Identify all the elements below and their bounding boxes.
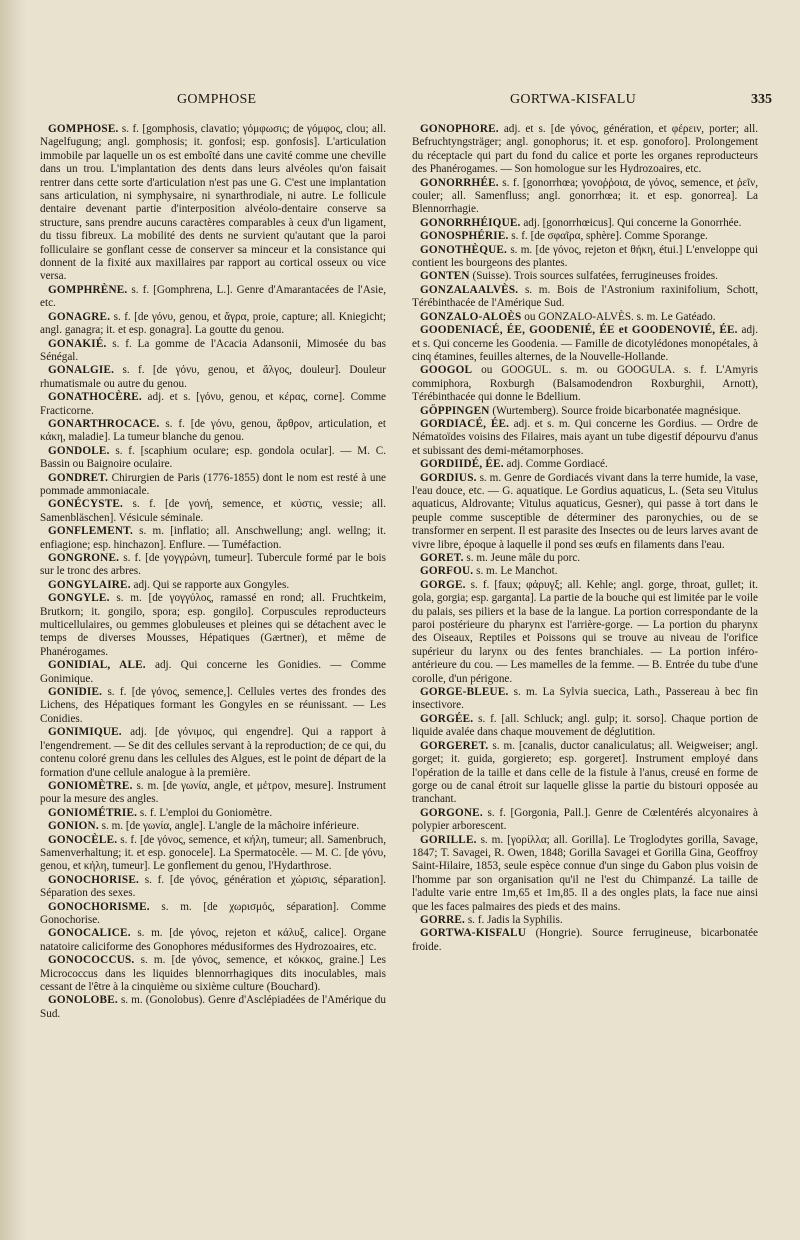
entry-definition: s. f. [de γόνυ, genou, ἄρθρον, articulation, et κάκη, maladie]. La tumeur blanche du genou.: [40, 417, 386, 444]
dictionary-entry: [412, 177, 758, 217]
entry-definition: s. f. [de γόνος, semence,]. Cellules vertes des frondes des Lichens, des Hépatiques formant les Gongyles en se réunissant. — Les Conidies.: [40, 686, 386, 725]
dictionary-entry: [412, 565, 758, 578]
entry-definition: s. f. [de γόνος, semence, et κήλη, tumeur; all. Samenbruch, Samenverhaltung; it. et esp. gonocele]. La Spermatocèle. — M. C. [de γόνυ, genou, et κήλη, tumeur]. Le gonflement du genou, l'Hydarthrose.: [40, 833, 386, 873]
entry-headword: GONARTHROCACE.: [48, 417, 160, 430]
entry-headword: GONGYLE.: [48, 592, 110, 605]
entry-definition: s. f. L'emploi du Goniomètre.: [139, 806, 273, 819]
entry-headword: GORDIACÉ, ÉE.: [420, 417, 510, 430]
entry-headword: GONOCÈLE.: [48, 833, 118, 846]
entry-headword: GORGERET.: [420, 739, 489, 752]
dictionary-entry: [40, 338, 386, 365]
entry-definition: s. f. [scaphium oculare; esp. gondola ocular]. — M. C. Bassin ou Baignoire oculaire.: [40, 444, 386, 471]
dictionary-entry: [412, 217, 758, 230]
entry-definition: s. m. (Gonolobus). Genre d'Asclépiadées de l'Amérique du Sud.: [40, 994, 386, 1020]
dictionary-entry: [40, 994, 386, 1021]
dictionary-entry: [40, 311, 386, 338]
dictionary-entry: [40, 498, 386, 525]
entry-definition: (Wurtemberg). Source froide bicarbonatée magnésique.: [492, 404, 741, 417]
entry-definition: s. m. Le Manchot.: [476, 565, 558, 578]
dictionary-entry: [40, 780, 386, 807]
entry-headword: GONÉCYSTE.: [48, 498, 124, 511]
dictionary-entry: [412, 311, 758, 324]
entry-headword: GONOCHORISE.: [48, 873, 139, 886]
dictionary-entry: [412, 270, 758, 283]
entry-headword: GONALGIE.: [48, 364, 115, 377]
dictionary-entry: [40, 364, 386, 391]
entry-definition: s. m. [de γωνία, angle]. L'angle de la mâchoire inférieure.: [101, 820, 360, 833]
dictionary-entry: [412, 740, 758, 807]
entry-headword: GONOCHORISME.: [48, 900, 150, 913]
dictionary-entry: [412, 713, 758, 740]
entry-headword: GORTWA-KISFALU: [420, 927, 527, 940]
entry-definition: s. m. [canalis, ductor canaliculatus; all. Weigweiser; angl. gorget; it. guida, gorgiereto; esp. gorgeret]. Instrument employé dans l'opération de la taille et dans celle de la fistule à l'anus, creusé en forme de gorge ou de canal étroit sur laquelle glisse la partie du bistouri opposée au tranchant.: [412, 739, 758, 806]
entry-definition: s. m. [γορίλλα; all. Gorilla]. Le Troglodytes gorilla, Savage, 1847; T. Savagei, R. Owen, 1848; Gorilla Savagei et Gorilla Gina, Geoffroy Saint-Hilaire, 1853, seule espèce connue d'un singe du Gabon plus voisin de l'homme par son organisation qu'il ne l'est du Chimpanzé. La taille de l'adulte varie entre 1m,65 et 1m,85. Il a des ongles plats, la face nue ainsi que les faces palmaires des pieds et des mains.: [412, 833, 758, 913]
dictionary-entry: [40, 820, 386, 833]
entry-definition: adj. et s. [γόνυ, genou, et κέρας, corne]. Comme Fracticorne.: [40, 391, 386, 417]
entry-definition: (Hongrie). Source ferrugineuse, bicarbonatée froide.: [412, 927, 758, 953]
dictionary-entry: [40, 123, 386, 284]
entry-definition: s. f. [faux; φάρυγξ; all. Kehle; angl. gorge, throat, gullet; it. gola, gorgia; esp. garganta]. La partie de la bouche qui est limitée par le voile du palais, ses piliers et la base de la langue. La portion correspondante de la paroi postérieure du pharynx est l'arrière-gorge. — La portion du pharynx des Oiseaux, Reptiles et Poissons qui se trouve au niveau de l'orifice supérieur du larynx ou des fentes branchiales. — La portion inféro-antérieure du cou. — Les mamelles de la femme. — B. Entrée du tube d'une corolle, d'un périgone.: [412, 578, 758, 685]
entry-headword: GORGE.: [420, 578, 466, 591]
entry-definition: adj. et s. Qui concerne les Goodenia. — Famille de dicotylédones monopétales, à cinq étamines, feuilles alternes, de la Nouvelle-Hollande.: [412, 324, 758, 363]
entry-headword: GONAGRE.: [48, 310, 111, 323]
dictionary-entry: [40, 418, 386, 445]
dictionary-entry: [40, 927, 386, 954]
entry-headword: GONGRONE.: [48, 552, 120, 564]
dictionary-entry: [412, 458, 758, 471]
dictionary-entry: [412, 364, 758, 404]
entry-definition: s. f. [Gomphrena, L.]. Genre d'Amarantacées de l'Asie, etc.: [40, 283, 386, 310]
entry-headword: GONION.: [48, 820, 99, 833]
dictionary-entry: [40, 807, 386, 820]
dictionary-entry: [40, 686, 386, 726]
entry-definition: adj. Qui se rapporte aux Gongyles.: [133, 578, 290, 591]
entry-definition: s. f. [de γόνος, génération et χώρισις, séparation]. Séparation des sexes.: [40, 873, 386, 900]
entry-headword: GONOLOBE.: [48, 994, 118, 1007]
entry-headword: GOODENIACÉ, ÉE, GOODENIÉ, ÉE et GOODENOVIÉ, ÉE.: [420, 324, 738, 337]
entry-definition: s. m. [de γογγύλος, ramassé en rond; all. Fruchtkeim, Brutkorn; it. gongilo, spora; esp. gongilo]. Corpuscules reproducteurs multicellulaires, ou gemmes globuleuses et pleines qui se détachent avec le temps de diverses Mousses, Hépatiques (Gærtner), et même de Phanérogames.: [40, 592, 386, 658]
entry-definition: adj. Comme Gordiacé.: [506, 458, 608, 471]
entry-headword: GONAKIÉ.: [48, 337, 107, 350]
entry-definition: s. f. [all. Schluck; angl. gulp; it. sorso]. Chaque portion de liquide avalée dans chaque mouvement de déglutition.: [412, 712, 758, 739]
entry-definition: s. f. [de γογγρώνη, tumeur]. Tubercule formé par le bois sur le tronc des arbres.: [40, 552, 386, 578]
dictionary-entry: [412, 914, 758, 927]
dictionary-entry: [412, 230, 758, 243]
entry-definition: s. f. [gonorrhœa; γονοῤῥοια, de γόνος, semence, et ῥεῖν, couler; all. Samenfluss; angl. gonorrhœa; it. et esp. gonorrea]. La Blennorrhagie.: [412, 176, 758, 216]
dictionary-entry: [40, 579, 386, 592]
dictionary-entry: [40, 592, 386, 659]
dictionary-entry: [412, 686, 758, 713]
dictionary-entry: [40, 901, 386, 928]
dictionary-entry: [40, 834, 386, 874]
entry-definition: s. f. [gomphosis, clavatio; γόμφωσις; de γόμφος, clou; all. Nagelfugung; angl. gomphosis; it. gonfosi; esp. gonfosis]. L'articulation immobile par laquelle un os est emboîté dans une cavité comme une cheville dans un trou. L'implantation des dents dans leurs alvéoles qu'on faisait rentrer dans cette sorte d'articulation n'est pas une G. C'est une implantation sans articulation, ni symphysaire, ni synarthrodiale, ni autre. Le follicule dentaire devenant partie d'interposition alvéolo-dentaire conserve sa structure, sans prendre aucuns caractères comparables à ceux d'un ligament, du tissu fibreux. La mobilité des dents ne survient qu'autant que la paroi folliculaire se gonflant cesse de conserver sa minceur et la consistance qui donnent de la fixité aux maxillaires par rapport au cortical osseux ou vice versa.: [40, 123, 386, 283]
entry-definition: s. m. [de γόνος, semence, et κόκκος, graine.] Les Micrococcus dans les liquides blennorrhagiques dits inoculables, mais cessant de l'être à la cinquième ou sixième culture (Bouchard).: [40, 954, 386, 993]
entry-definition: adj. et s. m. Qui concerne les Gordius. — Ordre de Nématoïdes voisins des Filaires, mais ayant un tube digestif dépourvu d'anus et subissant des demi-métamorphoses.: [412, 417, 758, 457]
dictionary-entry: [40, 954, 386, 994]
entry-headword: GONTEN: [420, 270, 470, 283]
entry-headword: GONDOLE.: [48, 444, 110, 457]
entry-definition: s. m. [de γωνία, angle, et μέτρον, mesure]. Instrument pour la mesure des angles.: [40, 779, 386, 806]
dictionary-entry: [40, 445, 386, 472]
dictionary-entry: [412, 552, 758, 565]
entry-headword: GORET.: [420, 552, 464, 564]
dictionary-entry: [40, 874, 386, 901]
entry-definition: adj. et s. [de γόνος, génération, et φέρειν, porter; all. Befruchtyngsträger; angl. gonophorus; it. et esp. gonoforo]. Prolongement du réceptacle qui part du fond du calice et porte les organes reproducteurs des Phanérogames. — Son homologue sur les Hydrozoaires, etc.: [412, 123, 758, 176]
entry-headword: GONIMIQUE.: [48, 726, 122, 739]
entry-headword: GONFLEMENT.: [48, 525, 133, 538]
entry-definition: s. f. [de γόνυ, genou, et ἄλγος, douleur]. Douleur rhumatismale ou autre du genou.: [40, 364, 386, 390]
dictionary-entry: [412, 834, 758, 914]
entry-headword: GONZALAALVÈS.: [420, 283, 519, 296]
header-left-guideword: GOMPHOSE: [177, 92, 257, 107]
entry-definition: s. m. Genre de Gordiacés vivant dans la terre humide, la vase, l'eau douce, etc. — G. aquatique. Le Gordius aquaticus, L. (Seta seu Vitulus aquaticus, Aldrovante; Vitulus aquaticus, Gesner), qui passe à tort dans le peuple comme susceptible de déterminer des paronychies, ou de se transformer en serpent. Il est parasite des Insectes ou de leurs larves avant de vivre libre, époque à laquelle il pond ses œufs en filaments dans l'eau.: [412, 471, 758, 551]
entry-headword: GORFOU.: [420, 565, 474, 578]
entry-headword: GORGONE.: [420, 806, 483, 819]
dictionary-entry: [412, 123, 758, 177]
entry-headword: GOMPHOSE.: [48, 123, 119, 135]
entry-definition: ou GOOGUL. s. m. ou GOOGULA. s. f. L'Amyris commiphora, Roxburgh (Balsamodendron Roxburghii, Arnott), Térébinthacée qui donne le Bdellium.: [412, 364, 758, 404]
entry-headword: GONATHOCÈRE.: [48, 391, 142, 404]
dictionary-entry: [40, 552, 386, 579]
entry-headword: GONOTHÈQUE.: [420, 243, 508, 256]
entry-definition: adj. Qui concerne les Gonidies. — Comme Gonimique.: [40, 659, 386, 685]
entry-headword: GONIDIAL, ALE.: [48, 659, 146, 672]
entry-headword: GORRE.: [420, 913, 466, 926]
dictionary-entry: [412, 807, 758, 834]
entry-headword: GONIDIE.: [48, 686, 103, 699]
dictionary-entry: [412, 284, 758, 311]
entry-headword: GÖPPINGEN: [420, 404, 490, 417]
entry-definition: adj. [de γόνιμος, qui engendre]. Qui a rapport à l'engendrement. — Se dit des cellules servant à la reproduction; de ce qui, du contenu coloré grenu dans les cellules des Algues, est le point de départ de la formation d'une cellule analogue à la première.: [40, 726, 386, 779]
entry-headword: GONIOMÈTRE.: [48, 779, 133, 792]
dictionary-entry: [40, 284, 386, 311]
dictionary-entry: [40, 525, 386, 552]
entry-headword: GOOGOL: [420, 364, 473, 377]
dictionary-entry: [40, 659, 386, 686]
entry-definition: s. f. La gomme de l'Acacia Adansonii, Mimosée du bas Sénégal.: [40, 337, 386, 363]
entry-definition: s. m. [de χωρισμός, séparation]. Comme Gonochorise.: [40, 900, 386, 926]
entry-headword: GORDIIDÉ, ÉE.: [420, 458, 504, 471]
dictionary-entry: [40, 391, 386, 418]
entry-headword: GONDRET.: [48, 471, 109, 484]
entry-headword: GONOSPHÉRIE.: [420, 230, 509, 243]
entry-headword: GONZALO-ALOÈS: [420, 310, 522, 323]
header-right-guideword: GORTWA-KISFALU: [510, 92, 636, 107]
right-column: [412, 123, 758, 1233]
dictionary-entry: [40, 726, 386, 780]
entry-definition: s. m. [de γόνος, rejeton et κάλυξ, calice]. Organe natatoire caliciforme des Gonophores médusiformes des Hydrozoaires, etc.: [40, 927, 386, 953]
entry-headword: GONOCALICE.: [48, 927, 131, 940]
dictionary-entry: [412, 324, 758, 364]
entry-definition: s. f. Jadis la Syphilis.: [467, 913, 563, 926]
entry-headword: GONOCOCCUS.: [48, 954, 135, 967]
entry-headword: GONORRHÉE.: [420, 176, 499, 189]
entry-definition: Chirurgien de Paris (1776-1855) dont le nom est resté à une pommade ammoniacale.: [40, 471, 386, 497]
dictionary-entry: [412, 405, 758, 418]
entry-definition: (Suisse). Trois sources sulfatées, ferrugineuses froides.: [472, 270, 718, 283]
dictionary-entry: [412, 472, 758, 552]
dictionary-entry: [40, 472, 386, 499]
entry-headword: GONOPHORE.: [420, 123, 499, 135]
dictionary-entry: [412, 927, 758, 954]
entry-headword: GORILLE.: [420, 833, 477, 846]
entry-definition: s. f. [de γονή, semence, et κύστις, vessie; all. Samenbläschen]. Vésicule séminale.: [40, 498, 386, 524]
entry-definition: s. m. Bois de l'Astronium raxinifolium, Schott, Térébinthacée de l'Amérique Sud.: [412, 283, 758, 310]
entry-definition: s. m. Jeune mâle du porc.: [466, 552, 581, 564]
entry-definition: s. f. [de σφαῖρα, sphère]. Comme Sporange.: [511, 230, 708, 243]
page-number: 335: [751, 92, 772, 107]
entry-headword: GORGÉE.: [420, 712, 474, 725]
running-header: [40, 92, 780, 112]
dictionary-entry: [412, 244, 758, 271]
entry-definition: s. f. [de γόνυ, genou, et ἄγρα, proie, capture; all. Kniegicht; angl. ganagra; it. et esp. gonagra]. La goutte du genou.: [40, 310, 386, 337]
entry-headword: GORGE-BLEUE.: [420, 686, 509, 699]
dictionary-entry: [412, 418, 758, 458]
entry-headword: GOMPHRÈNE.: [48, 283, 128, 296]
entry-definition: s. f. [Gorgonia, Pall.]. Genre de Cœlentérés alcyonaires à polypier arborescent.: [412, 806, 758, 833]
entry-definition: ou GONZALO-ALVÈS. s. m. Le Gatéado.: [524, 310, 716, 323]
entry-headword: GONORRHÉIQUE.: [420, 216, 521, 229]
entry-headword: GONGYLAIRE.: [48, 578, 131, 591]
entry-definition: s. m. [inflatio; all. Anschwellung; angl. wellng; it. enfiagione; esp. hinchazon]. Enflure. — Tuméfaction.: [40, 525, 386, 551]
entry-definition: s. m. [de γόνος, rejeton et θήκη, étui.] L'enveloppe qui contient les bourgeons des plantes.: [412, 243, 758, 270]
left-column: [40, 123, 386, 1233]
book-spine-shadow: [0, 0, 26, 1240]
entry-headword: GONIOMÉTRIE.: [48, 806, 138, 819]
dictionary-entry: [412, 579, 758, 686]
entry-definition: adj. [gonorrhœicus]. Qui concerne la Gonorrhée.: [523, 216, 742, 229]
entry-headword: GORDIUS.: [420, 471, 477, 484]
entry-definition: s. m. La Sylvia suecica, Lath., Passereau à bec fin insectivore.: [412, 686, 758, 712]
